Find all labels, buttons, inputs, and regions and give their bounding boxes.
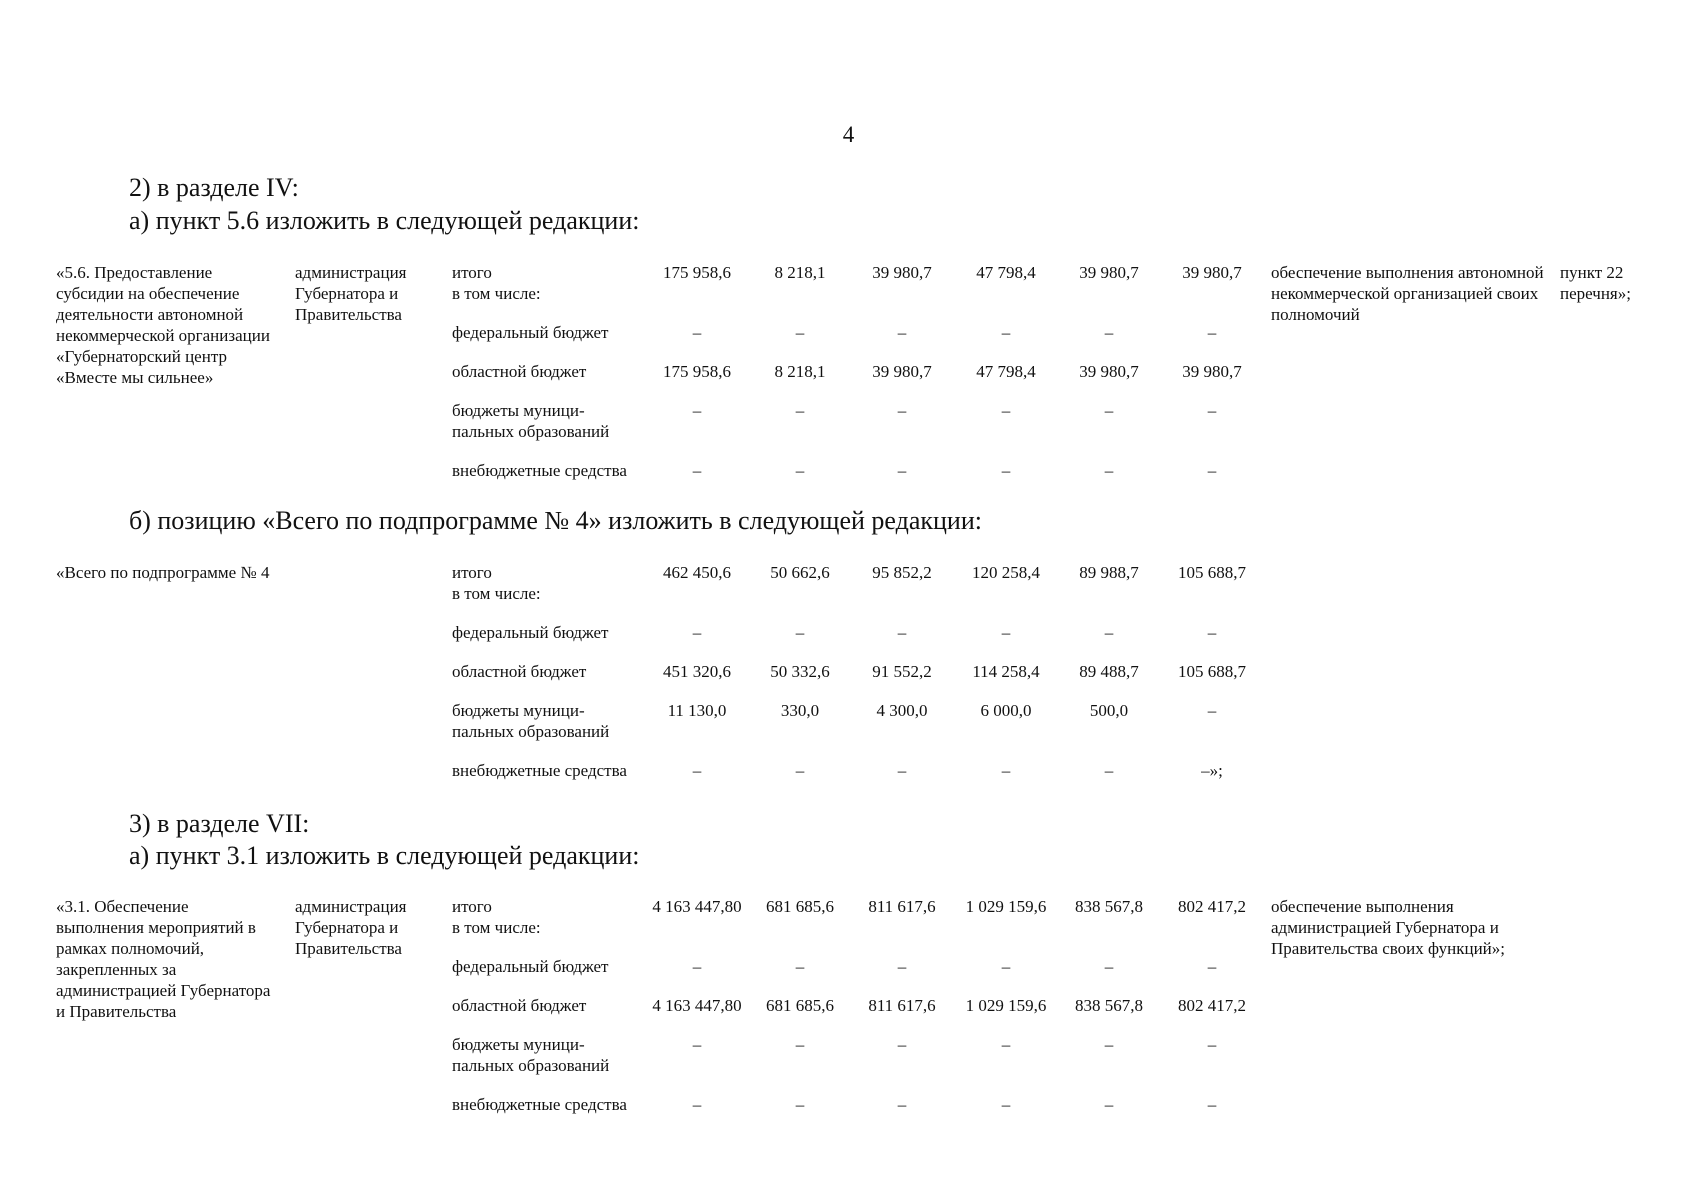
amount-cell: – <box>692 1035 702 1054</box>
amount-cell: 838 567,8 <box>1075 897 1143 916</box>
amount-cell: 330,0 <box>780 701 820 720</box>
row-label-text: в том числе: <box>452 284 541 303</box>
amount-cell: 89 488,7 <box>1079 662 1139 681</box>
row-label-federal <box>452 956 652 977</box>
heading-section-vii: 3) в разделе VII: <box>129 809 310 838</box>
row-label-text: федеральный бюджет <box>452 323 609 342</box>
amount-cell: 838 567,8 <box>1075 996 1143 1015</box>
row-label-extra <box>452 760 652 781</box>
amount-cell: 50 662,6 <box>770 563 830 582</box>
amount-cell: 39 980,7 <box>872 362 932 381</box>
amount-cell: 89 988,7 <box>1079 563 1139 582</box>
page-number: 4 <box>842 122 855 147</box>
row-label-federal <box>452 622 652 643</box>
amount-cell: 47 798,4 <box>976 263 1036 282</box>
amount-cell: 4 163 447,80 <box>652 996 742 1015</box>
reference: пункт 22 перечня»; <box>1560 263 1631 303</box>
row-label-text: пальных образований <box>452 722 610 741</box>
row-label-municipal <box>452 1034 652 1076</box>
amount-cell: – <box>1001 957 1011 976</box>
measure-name: «5.6. Предоставление субсидии на обеспечение деятельности автономной некоммерческой организации «Губернаторский центр «Вместе мы сильнее» <box>56 263 270 387</box>
amount-cell: – <box>897 623 907 642</box>
row-label-text: итого <box>452 897 492 916</box>
row-label-municipal <box>452 400 652 442</box>
amount-cell: – <box>1104 323 1114 342</box>
amount-cell: 175 958,6 <box>663 263 731 282</box>
amount-cell: 175 958,6 <box>663 362 731 381</box>
amount-cell: – <box>897 1095 907 1114</box>
amount-cell: 105 688,7 <box>1178 563 1246 582</box>
amount-cell: 451 320,6 <box>663 662 731 681</box>
amount-cell: 39 980,7 <box>872 263 932 282</box>
amount-cell: – <box>795 623 805 642</box>
amount-cell: – <box>1104 761 1114 780</box>
amount-cell: – <box>1207 1035 1217 1054</box>
row-label-total <box>452 262 652 304</box>
amount-cell: – <box>1104 623 1114 642</box>
amount-cell: – <box>692 761 702 780</box>
amount-cell: 50 332,6 <box>770 662 830 681</box>
amount-cell: – <box>1001 1035 1011 1054</box>
heading-section-iv: 2) в разделе IV: <box>129 173 299 202</box>
amount-cell: 95 852,2 <box>872 563 932 582</box>
amount-cell: 4 163 447,80 <box>652 897 742 916</box>
amount-cell: – <box>1104 461 1114 480</box>
row-label-regional <box>452 995 652 1016</box>
amount-cell: 802 417,2 <box>1178 996 1246 1015</box>
amount-cell: –»; <box>1201 761 1223 780</box>
row-label-extra <box>452 460 652 481</box>
amount-cell: – <box>897 461 907 480</box>
amount-cell: – <box>795 323 805 342</box>
amount-cell: – <box>692 1095 702 1114</box>
amount-cell: 91 552,2 <box>872 662 932 681</box>
amount-cell: – <box>1001 1095 1011 1114</box>
amount-cell: – <box>1207 401 1217 420</box>
row-label-total <box>452 562 652 604</box>
heading-total-subprogram-4: б) позицию «Всего по подпрограмме № 4» изложить в следующей редакции: <box>129 506 982 535</box>
amount-cell: – <box>1207 323 1217 342</box>
amount-cell: – <box>1001 761 1011 780</box>
amount-cell: 4 300,0 <box>876 701 928 720</box>
amount-cell: 681 685,6 <box>766 996 834 1015</box>
amount-cell: – <box>692 957 702 976</box>
amount-cell: 39 980,7 <box>1079 263 1139 282</box>
total-label: «Всего по подпрограмме № 4 <box>56 563 270 582</box>
amount-cell: – <box>692 401 702 420</box>
row-label-regional <box>452 661 652 682</box>
amount-cell: – <box>692 623 702 642</box>
amount-cell: – <box>1207 957 1217 976</box>
row-label-text: в том числе: <box>452 918 541 937</box>
amount-cell: 11 130,0 <box>667 701 727 720</box>
amount-cell: – <box>1104 1035 1114 1054</box>
row-label-text: областной бюджет <box>452 996 587 1015</box>
row-label-text: пальных образований <box>452 422 610 441</box>
row-label-text: областной бюджет <box>452 662 587 681</box>
amount-cell: – <box>795 761 805 780</box>
amount-cell: – <box>692 461 702 480</box>
amount-cell: – <box>897 401 907 420</box>
amount-cell: 105 688,7 <box>1178 662 1246 681</box>
amount-cell: 39 980,7 <box>1182 362 1242 381</box>
amount-cell: – <box>1001 623 1011 642</box>
amount-cell: 500,0 <box>1089 701 1129 720</box>
expected-result: обеспечение выполнения администрацией Губернатора и Правительства своих функций»; <box>1271 897 1505 958</box>
row-label-federal <box>452 322 652 343</box>
amount-cell: – <box>897 761 907 780</box>
amount-cell: – <box>795 957 805 976</box>
amount-cell: – <box>897 323 907 342</box>
amount-cell: 39 980,7 <box>1079 362 1139 381</box>
amount-cell: – <box>1001 323 1011 342</box>
expected-result: обеспечение выполнения автономной некоммерческой организацией своих полномочий <box>1271 263 1544 324</box>
measure-name: «3.1. Обеспечение выполнения мероприятий в рамках полномочий, закрепленных за администрацией Губернатора и Правительства <box>56 897 271 1021</box>
amount-cell: 47 798,4 <box>976 362 1036 381</box>
row-label-regional <box>452 361 652 382</box>
row-label-text: федеральный бюджет <box>452 623 609 642</box>
amount-cell: – <box>1104 957 1114 976</box>
amount-cell: – <box>1207 623 1217 642</box>
amount-cell: 8 218,1 <box>774 362 826 381</box>
amount-cell: – <box>795 1035 805 1054</box>
row-label-text: внебюджетные средства <box>452 461 627 480</box>
amount-cell: 811 617,6 <box>868 897 936 916</box>
amount-cell: 114 258,4 <box>972 662 1040 681</box>
amount-cell: – <box>1104 1095 1114 1114</box>
executor: администрация Губернатора и Правительства <box>295 897 407 958</box>
row-label-text: бюджеты муници- <box>452 401 585 420</box>
amount-cell: – <box>897 957 907 976</box>
amount-cell: – <box>1207 1095 1217 1114</box>
row-label-text: в том числе: <box>452 584 541 603</box>
amount-cell: – <box>795 461 805 480</box>
amount-cell: 1 029 159,6 <box>965 996 1047 1015</box>
row-label-text: областной бюджет <box>452 362 587 381</box>
row-label-text: итого <box>452 563 492 582</box>
row-label-text: бюджеты муници- <box>452 1035 585 1054</box>
amount-cell: 8 218,1 <box>774 263 826 282</box>
amount-cell: 681 685,6 <box>766 897 834 916</box>
row-label-municipal <box>452 700 652 742</box>
amount-cell: – <box>1104 401 1114 420</box>
row-label-text: бюджеты муници- <box>452 701 585 720</box>
row-label-text: внебюджетные средства <box>452 1095 627 1114</box>
amount-cell: – <box>897 1035 907 1054</box>
amount-cell: – <box>1001 401 1011 420</box>
amount-cell: 1 029 159,6 <box>965 897 1047 916</box>
row-label-text: пальных образований <box>452 1056 610 1075</box>
amount-cell: 6 000,0 <box>980 701 1032 720</box>
row-label-text: итого <box>452 263 492 282</box>
executor: администрация Губернатора и Правительства <box>295 263 407 324</box>
row-label-text: внебюджетные средства <box>452 761 627 780</box>
amount-cell: 802 417,2 <box>1178 897 1246 916</box>
row-label-total <box>452 896 652 938</box>
heading-item-5-6: а) пункт 5.6 изложить в следующей редакции: <box>129 206 640 235</box>
amount-cell: – <box>795 401 805 420</box>
amount-cell: 120 258,4 <box>972 563 1040 582</box>
amount-cell: – <box>795 1095 805 1114</box>
amount-cell: – <box>1207 461 1217 480</box>
row-label-extra <box>452 1094 652 1115</box>
amount-cell: 811 617,6 <box>868 996 936 1015</box>
heading-item-3-1: а) пункт 3.1 изложить в следующей редакции: <box>129 841 640 870</box>
amount-cell: 462 450,6 <box>663 563 731 582</box>
amount-cell: – <box>1207 701 1217 720</box>
amount-cell: – <box>1001 461 1011 480</box>
amount-cell: – <box>692 323 702 342</box>
amount-cell: 39 980,7 <box>1182 263 1242 282</box>
row-label-text: федеральный бюджет <box>452 957 609 976</box>
